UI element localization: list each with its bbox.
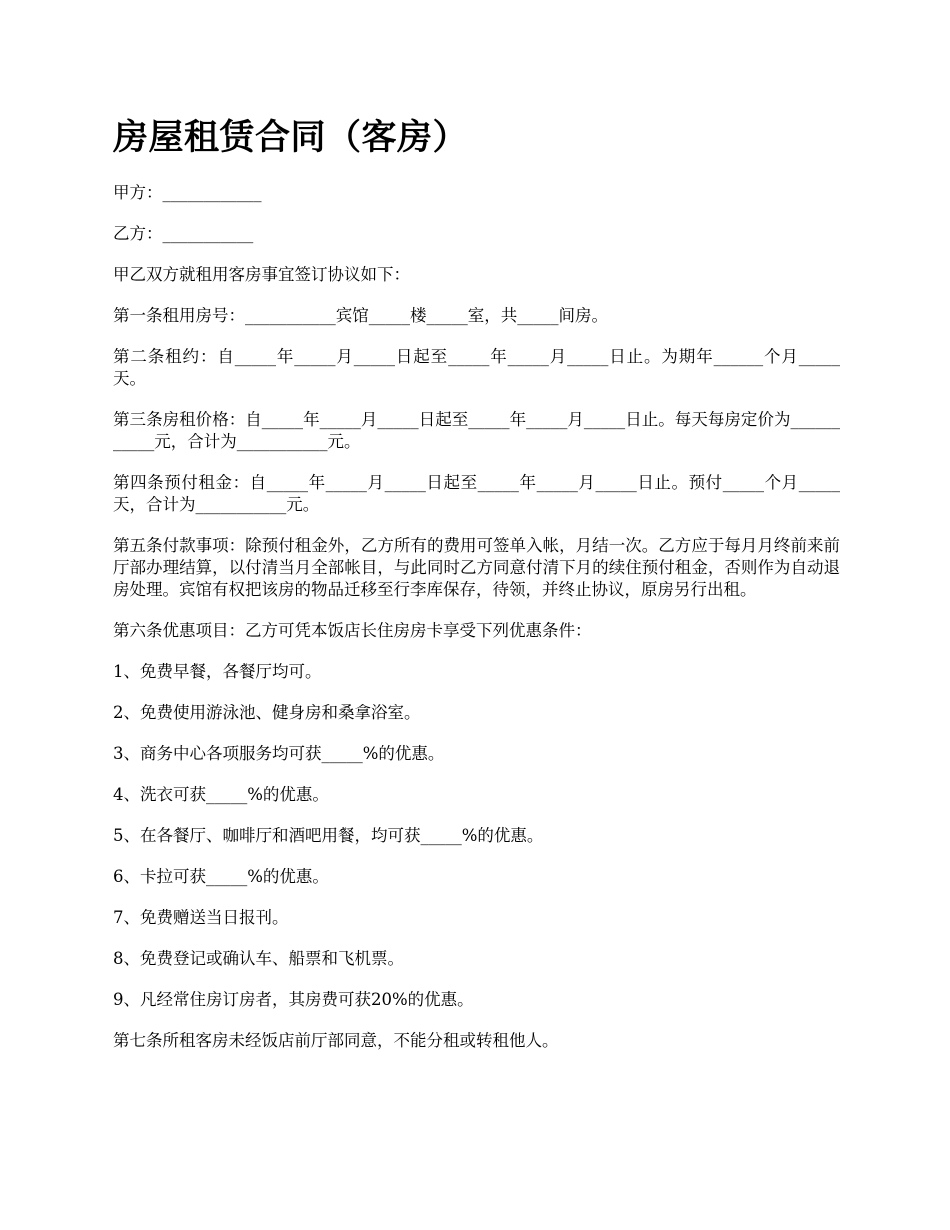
benefit-item-3: 3、商务中心各项服务均可获_____%的优惠。 <box>113 744 445 763</box>
benefit-item-7: 7、免费赠送当日报刊。 <box>113 908 289 927</box>
document-title: 房屋租赁合同（客房） <box>113 118 469 158</box>
intro-paragraph: 甲乙双方就租用客房事宜签订协议如下： <box>113 265 410 284</box>
benefit-item-4: 4、洗衣可获_____%的优惠。 <box>113 785 329 804</box>
article-3-rent-price: 第三条房租价格：自_____年_____月_____日起至_____年_____月_____日止。每天每房定价为___________元，合计为___________元。 <box>113 410 840 451</box>
article-6-benefits: 第六条优惠项目：乙方可凭本饭店长住房房卡享受下列优惠条件： <box>113 621 592 640</box>
article-2-lease-term: 第二条租约：自_____年_____月_____日起至_____年_____月_____日止。为期年______个月_____天。 <box>113 347 840 388</box>
article-1-room-number: 第一条租用房号：___________宾馆_____楼_____室，共_____间房。 <box>113 306 608 325</box>
article-4-prepaid-rent: 第四条预付租金：自_____年_____月_____日起至_____年_____月_____日止。预付_____个月_____天，合计为___________元。 <box>113 473 840 514</box>
document-page <box>113 112 840 1071</box>
party-a-line: 甲方：____________ <box>113 183 262 202</box>
article-5-payment-terms: 第五条付款事项：除预付租金外，乙方所有的费用可签单入帐，月结一次。乙方应于每月月终前来前厅部办理结算，以付清当月全部帐目，与此同时乙方同意付清下月的续住预付租金，否则作为自动退房处理。宾馆有权把该房的物品迁移至行李库保存，待领，并终止协议，原房另行出租。 <box>113 536 840 599</box>
benefit-item-2: 2、免费使用游泳池、健身房和桑拿浴室。 <box>113 703 421 722</box>
article-7-no-sublet: 第七条所租客房未经饭店前厅部同意，不能分租或转租他人。 <box>113 1031 559 1050</box>
benefit-item-5: 5、在各餐厅、咖啡厅和酒吧用餐，均可获_____%的优惠。 <box>113 826 544 845</box>
party-b-line: 乙方：___________ <box>113 224 254 243</box>
benefit-item-1: 1、免费早餐，各餐厅均可。 <box>113 662 322 681</box>
benefit-item-6: 6、卡拉可获_____%的优惠。 <box>113 867 329 886</box>
benefit-item-9: 9、凡经常住房订房者，其房费可获20%的优惠。 <box>113 990 474 1009</box>
benefit-item-8: 8、免费登记或确认车、船票和飞机票。 <box>113 949 404 968</box>
